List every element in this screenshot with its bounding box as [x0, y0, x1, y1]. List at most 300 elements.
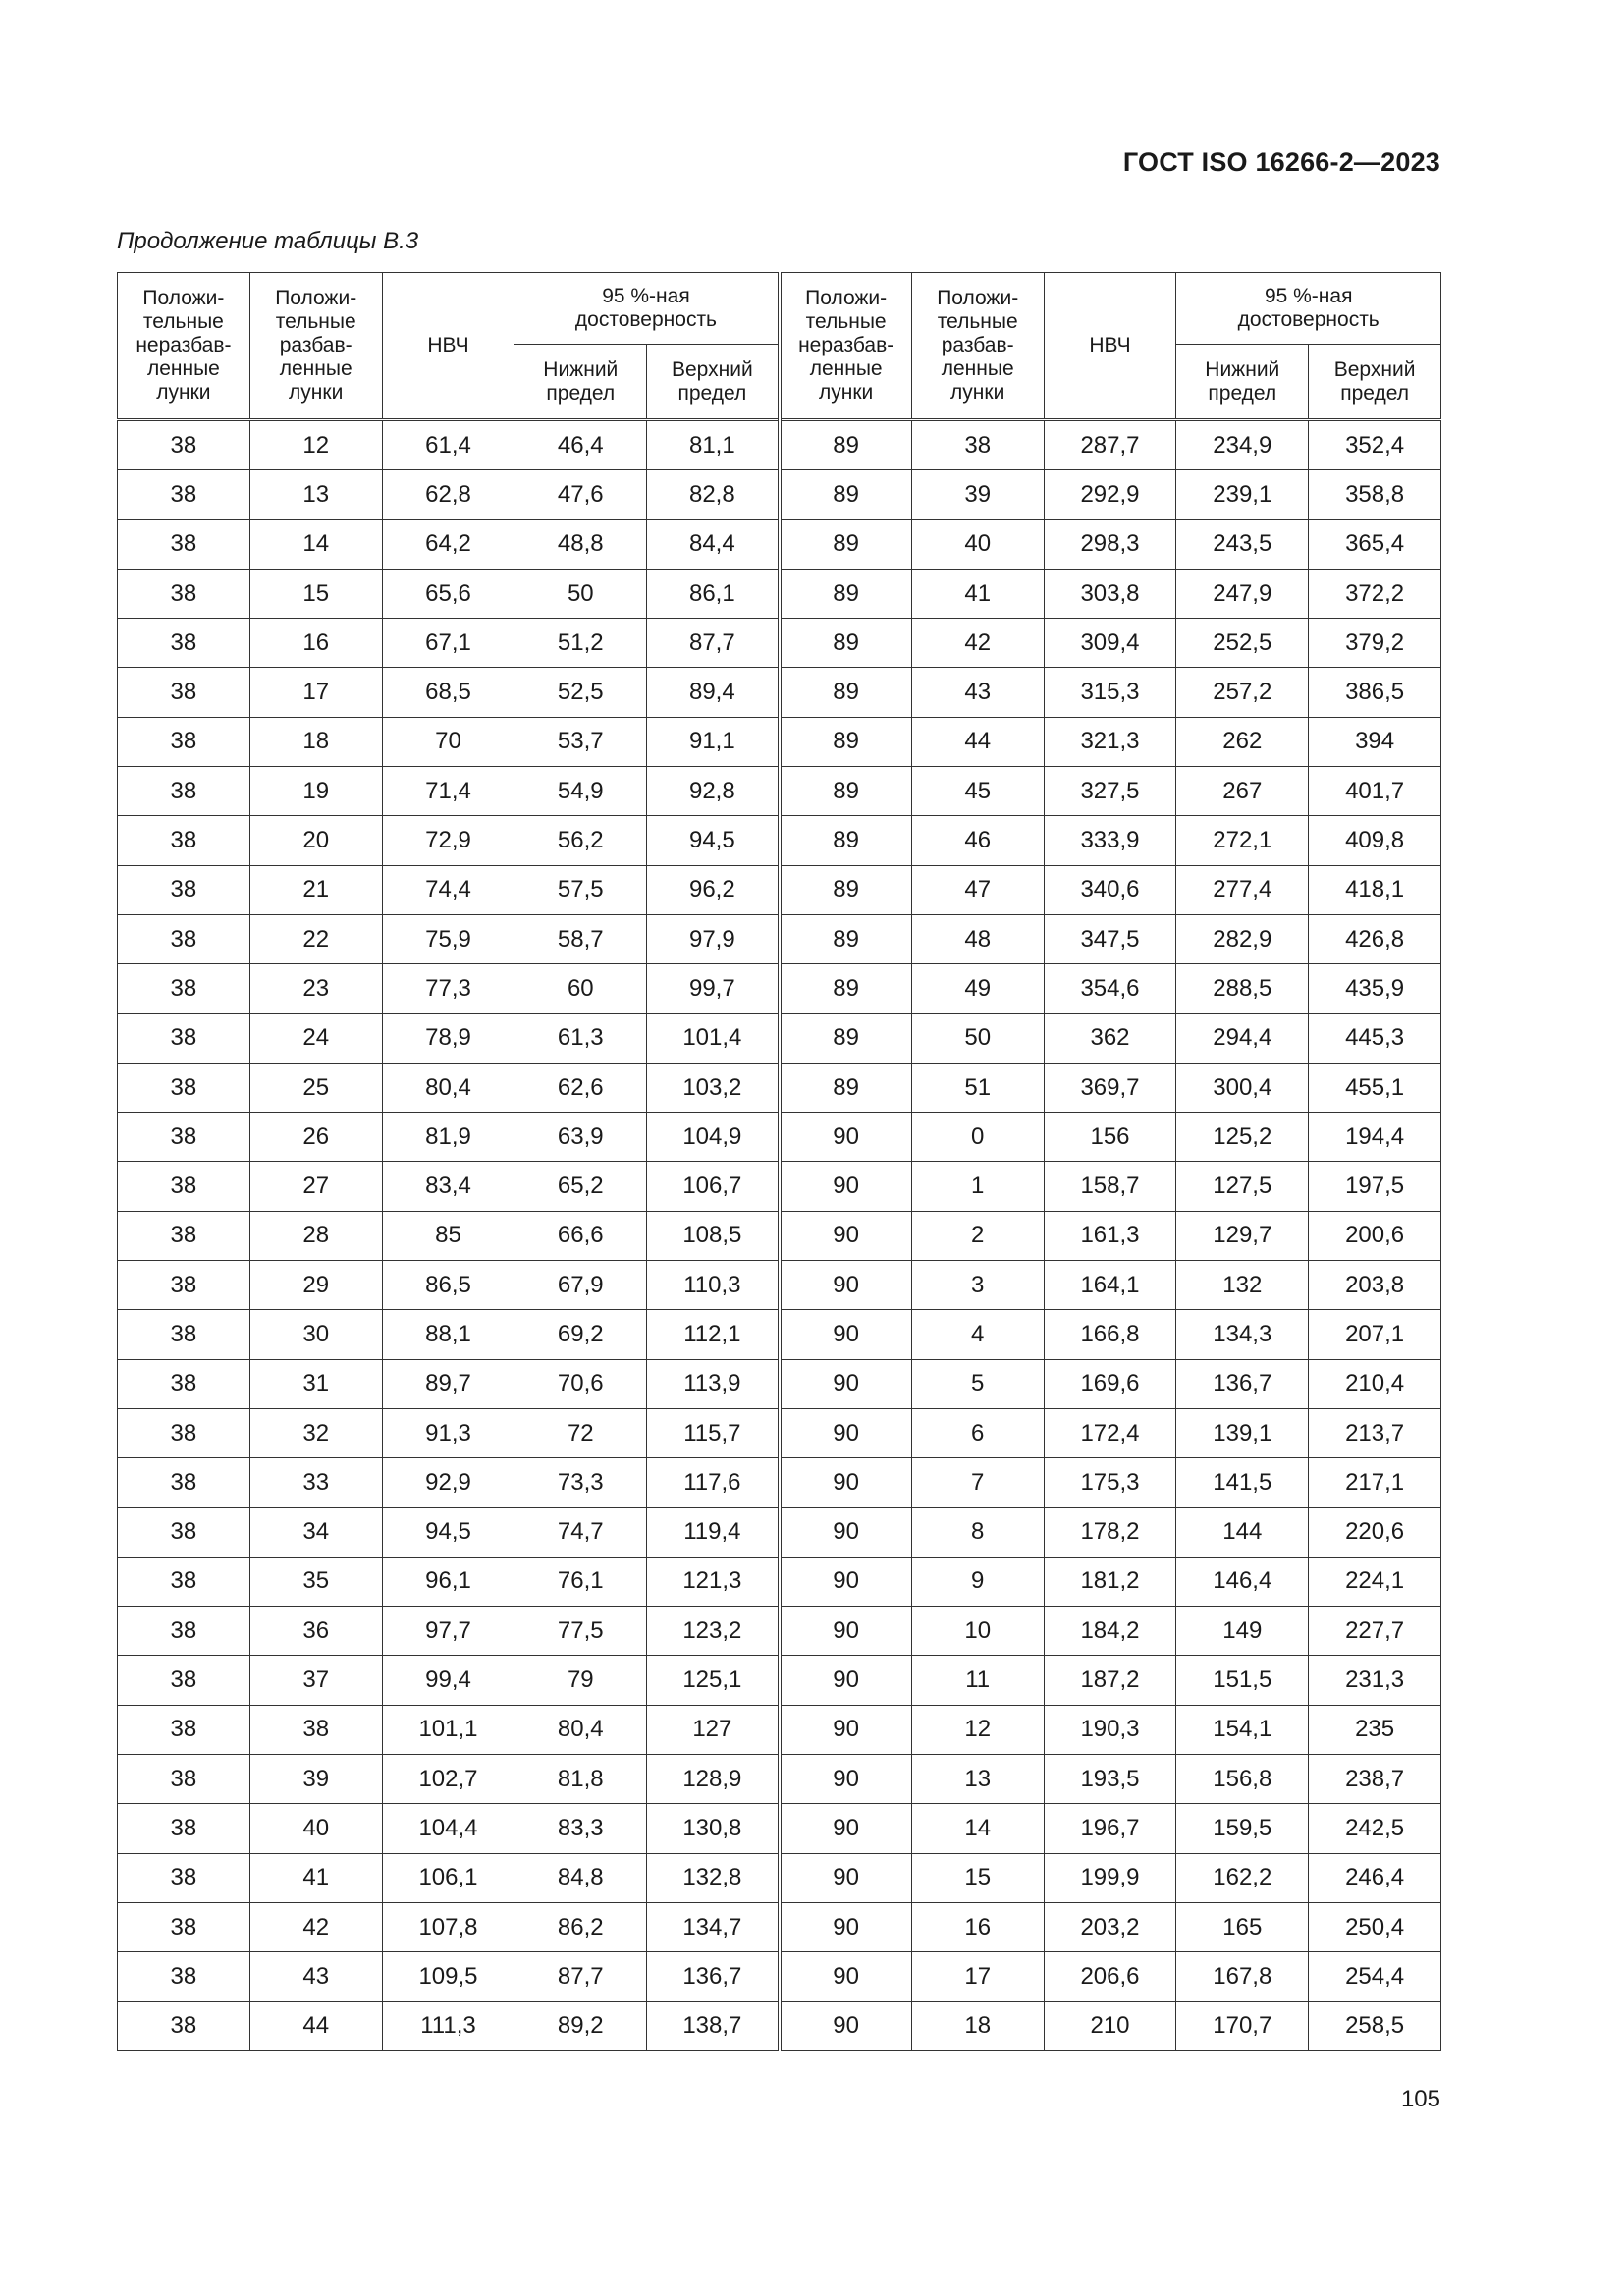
cell-lower-limit: 294,4 [1176, 1013, 1309, 1063]
cell-lower-limit: 272,1 [1176, 816, 1309, 865]
cell-upper-limit: 455,1 [1309, 1063, 1441, 1112]
cell-lower-limit: 46,4 [514, 420, 647, 470]
header-text-line: достоверность [574, 308, 717, 331]
cell-upper-limit: 94,5 [647, 816, 780, 865]
cell-upper-limit: 246,4 [1309, 1853, 1441, 1902]
cell-mpn: 362 [1044, 1013, 1176, 1063]
cell-positive-undiluted: 90 [780, 1310, 912, 1359]
cell-mpn: 62,8 [382, 470, 514, 519]
page-number: 105 [1400, 2086, 1440, 2112]
cell-mpn: 309,4 [1044, 619, 1176, 668]
header-text-line: Положи- [937, 287, 1019, 309]
cell-upper-limit: 115,7 [647, 1408, 780, 1457]
cell-lower-limit: 146,4 [1176, 1557, 1309, 1606]
cell-positive-undiluted: 38 [118, 619, 250, 668]
cell-upper-limit: 250,4 [1309, 1902, 1441, 1951]
cell-upper-limit: 113,9 [647, 1359, 780, 1408]
cell-positive-undiluted: 38 [118, 767, 250, 816]
cell-positive-undiluted: 38 [118, 2001, 250, 2050]
cell-positive-diluted: 14 [249, 519, 382, 569]
header-mpn: НВЧ [382, 273, 514, 420]
cell-mpn: 102,7 [382, 1755, 514, 1804]
cell-positive-diluted: 46 [911, 816, 1044, 865]
table-row [118, 1952, 1441, 2001]
cell-upper-limit: 258,5 [1309, 2001, 1441, 2050]
header-text-line: Положи- [805, 287, 888, 309]
cell-mpn: 340,6 [1044, 865, 1176, 914]
cell-mpn: 210 [1044, 2001, 1176, 2050]
cell-positive-diluted: 36 [249, 1607, 382, 1656]
cell-mpn: 70 [382, 717, 514, 766]
cell-lower-limit: 170,7 [1176, 2001, 1309, 2050]
cell-positive-diluted: 15 [249, 569, 382, 618]
cell-mpn: 86,5 [382, 1261, 514, 1310]
table-row [118, 865, 1441, 914]
cell-positive-undiluted: 38 [118, 1310, 250, 1359]
cell-upper-limit: 242,5 [1309, 1804, 1441, 1853]
cell-upper-limit: 358,8 [1309, 470, 1441, 519]
table-row [118, 668, 1441, 717]
table-row [118, 2001, 1441, 2050]
header-text-line: неразбав- [135, 334, 232, 356]
cell-lower-limit: 66,6 [514, 1211, 647, 1260]
cell-mpn: 96,1 [382, 1557, 514, 1606]
cell-positive-undiluted: 90 [780, 1902, 912, 1951]
cell-positive-undiluted: 38 [118, 1408, 250, 1457]
cell-lower-limit: 81,8 [514, 1755, 647, 1804]
cell-mpn: 156 [1044, 1113, 1176, 1162]
cell-mpn: 111,3 [382, 2001, 514, 2050]
cell-mpn: 97,7 [382, 1607, 514, 1656]
cell-mpn: 72,9 [382, 816, 514, 865]
cell-lower-limit: 239,1 [1176, 470, 1309, 519]
cell-mpn: 190,3 [1044, 1705, 1176, 1754]
cell-mpn: 75,9 [382, 914, 514, 963]
cell-positive-undiluted: 90 [780, 1211, 912, 1260]
cell-lower-limit: 132 [1176, 1261, 1309, 1310]
cell-mpn: 166,8 [1044, 1310, 1176, 1359]
cell-mpn: 315,3 [1044, 668, 1176, 717]
cell-mpn: 206,6 [1044, 1952, 1176, 2001]
cell-positive-undiluted: 38 [118, 1359, 250, 1408]
cell-upper-limit: 238,7 [1309, 1755, 1441, 1804]
cell-positive-diluted: 6 [911, 1408, 1044, 1457]
cell-positive-undiluted: 38 [118, 1458, 250, 1507]
table-row [118, 1261, 1441, 1310]
header-text-line: ленные [146, 357, 220, 380]
cell-positive-diluted: 16 [249, 619, 382, 668]
cell-positive-diluted: 10 [911, 1607, 1044, 1656]
cell-mpn: 298,3 [1044, 519, 1176, 569]
cell-upper-limit: 104,9 [647, 1113, 780, 1162]
cell-upper-limit: 110,3 [647, 1261, 780, 1310]
cell-lower-limit: 165 [1176, 1902, 1309, 1951]
cell-mpn: 77,3 [382, 964, 514, 1013]
table-row [118, 1557, 1441, 1606]
cell-lower-limit: 257,2 [1176, 668, 1309, 717]
header-positive-undiluted-wells [118, 273, 250, 420]
cell-positive-diluted: 41 [249, 1853, 382, 1902]
cell-positive-undiluted: 38 [118, 1162, 250, 1211]
cell-upper-limit: 125,1 [647, 1656, 780, 1705]
cell-positive-diluted: 29 [249, 1261, 382, 1310]
table-row [118, 1656, 1441, 1705]
cell-positive-diluted: 4 [911, 1310, 1044, 1359]
table-row [118, 1902, 1441, 1951]
header-text-line: предел [677, 381, 747, 405]
cell-lower-limit: 154,1 [1176, 1705, 1309, 1754]
cell-positive-diluted: 44 [249, 2001, 382, 2050]
cell-positive-undiluted: 38 [118, 717, 250, 766]
cell-positive-undiluted: 38 [118, 1853, 250, 1902]
cell-positive-undiluted: 90 [780, 1952, 912, 2001]
table-row [118, 1063, 1441, 1112]
cell-positive-diluted: 43 [911, 668, 1044, 717]
cell-positive-diluted: 3 [911, 1261, 1044, 1310]
cell-positive-undiluted: 89 [780, 767, 912, 816]
header-text-line: лунки [156, 381, 211, 404]
cell-upper-limit: 207,1 [1309, 1310, 1441, 1359]
cell-lower-limit: 234,9 [1176, 420, 1309, 470]
cell-positive-diluted: 27 [249, 1162, 382, 1211]
cell-positive-diluted: 42 [249, 1902, 382, 1951]
cell-positive-diluted: 15 [911, 1853, 1044, 1902]
cell-positive-diluted: 22 [249, 914, 382, 963]
cell-lower-limit: 136,7 [1176, 1359, 1309, 1408]
cell-positive-undiluted: 38 [118, 1705, 250, 1754]
cell-lower-limit: 162,2 [1176, 1853, 1309, 1902]
cell-positive-undiluted: 90 [780, 1557, 912, 1606]
cell-positive-diluted: 13 [249, 470, 382, 519]
cell-upper-limit: 84,4 [647, 519, 780, 569]
cell-upper-limit: 101,4 [647, 1013, 780, 1063]
cell-positive-diluted: 23 [249, 964, 382, 1013]
cell-positive-undiluted: 38 [118, 865, 250, 914]
table-row [118, 470, 1441, 519]
cell-positive-diluted: 17 [249, 668, 382, 717]
cell-mpn: 196,7 [1044, 1804, 1176, 1853]
cell-positive-diluted: 40 [911, 519, 1044, 569]
cell-mpn: 81,9 [382, 1113, 514, 1162]
header-text-line: 95 %-ная [1264, 285, 1353, 307]
cell-lower-limit: 149 [1176, 1607, 1309, 1656]
cell-positive-undiluted: 90 [780, 1804, 912, 1853]
cell-lower-limit: 86,2 [514, 1902, 647, 1951]
cell-positive-diluted: 38 [911, 420, 1044, 470]
cell-positive-diluted: 16 [911, 1902, 1044, 1951]
cell-positive-diluted: 7 [911, 1458, 1044, 1507]
header-text-line: тельные [805, 310, 887, 333]
cell-positive-diluted: 13 [911, 1755, 1044, 1804]
cell-upper-limit: 386,5 [1309, 668, 1441, 717]
cell-lower-limit: 267 [1176, 767, 1309, 816]
cell-lower-limit: 134,3 [1176, 1310, 1309, 1359]
cell-mpn: 161,3 [1044, 1211, 1176, 1260]
table-body [118, 420, 1441, 2051]
cell-upper-limit: 138,7 [647, 2001, 780, 2050]
header-mpn: НВЧ [1044, 273, 1176, 420]
cell-positive-diluted: 12 [249, 420, 382, 470]
cell-positive-diluted: 34 [249, 1507, 382, 1557]
cell-mpn: 104,4 [382, 1804, 514, 1853]
cell-mpn: 64,2 [382, 519, 514, 569]
cell-upper-limit: 372,2 [1309, 569, 1441, 618]
cell-positive-undiluted: 38 [118, 420, 250, 470]
cell-positive-undiluted: 38 [118, 1507, 250, 1557]
cell-lower-limit: 80,4 [514, 1705, 647, 1754]
cell-mpn: 74,4 [382, 865, 514, 914]
cell-mpn: 327,5 [1044, 767, 1176, 816]
cell-lower-limit: 53,7 [514, 717, 647, 766]
cell-mpn: 89,7 [382, 1359, 514, 1408]
cell-upper-limit: 103,2 [647, 1063, 780, 1112]
cell-mpn: 347,5 [1044, 914, 1176, 963]
cell-positive-diluted: 33 [249, 1458, 382, 1507]
cell-positive-undiluted: 89 [780, 470, 912, 519]
cell-lower-limit: 127,5 [1176, 1162, 1309, 1211]
cell-upper-limit: 132,8 [647, 1853, 780, 1902]
cell-positive-undiluted: 89 [780, 420, 912, 470]
header-text-line: неразбав- [798, 334, 894, 356]
cell-upper-limit: 89,4 [647, 668, 780, 717]
cell-mpn: 78,9 [382, 1013, 514, 1063]
cell-positive-diluted: 50 [911, 1013, 1044, 1063]
cell-positive-undiluted: 89 [780, 619, 912, 668]
cell-lower-limit: 89,2 [514, 2001, 647, 2050]
cell-positive-diluted: 37 [249, 1656, 382, 1705]
cell-upper-limit: 81,1 [647, 420, 780, 470]
cell-positive-undiluted: 38 [118, 1211, 250, 1260]
cell-mpn: 369,7 [1044, 1063, 1176, 1112]
header-text-line: 95 %-ная [602, 285, 690, 307]
table-row [118, 816, 1441, 865]
cell-positive-diluted: 40 [249, 1804, 382, 1853]
cell-mpn: 91,3 [382, 1408, 514, 1457]
cell-mpn: 184,2 [1044, 1607, 1176, 1656]
cell-positive-diluted: 1 [911, 1162, 1044, 1211]
cell-positive-undiluted: 89 [780, 668, 912, 717]
cell-lower-limit: 288,5 [1176, 964, 1309, 1013]
cell-positive-undiluted: 90 [780, 1607, 912, 1656]
cell-positive-undiluted: 38 [118, 519, 250, 569]
cell-lower-limit: 156,8 [1176, 1755, 1309, 1804]
cell-lower-limit: 84,8 [514, 1853, 647, 1902]
cell-lower-limit: 57,5 [514, 865, 647, 914]
cell-upper-limit: 119,4 [647, 1507, 780, 1557]
header-text-line: тельные [142, 310, 224, 333]
cell-positive-undiluted: 38 [118, 668, 250, 717]
cell-positive-undiluted: 38 [118, 1063, 250, 1112]
cell-positive-diluted: 0 [911, 1113, 1044, 1162]
table-caption: Продолжение таблицы В.3 [117, 228, 419, 254]
cell-upper-limit: 220,6 [1309, 1507, 1441, 1557]
cell-upper-limit: 92,8 [647, 767, 780, 816]
cell-upper-limit: 401,7 [1309, 767, 1441, 816]
cell-upper-limit: 213,7 [1309, 1408, 1441, 1457]
table-row [118, 1705, 1441, 1754]
header-text-line: предел [1208, 381, 1277, 405]
cell-upper-limit: 352,4 [1309, 420, 1441, 470]
cell-mpn: 80,4 [382, 1063, 514, 1112]
data-table [117, 272, 1441, 2051]
table-row [118, 1359, 1441, 1408]
cell-positive-diluted: 35 [249, 1557, 382, 1606]
cell-lower-limit: 129,7 [1176, 1211, 1309, 1260]
cell-lower-limit: 262 [1176, 717, 1309, 766]
cell-positive-diluted: 8 [911, 1507, 1044, 1557]
header-text-line: Верхний [1333, 357, 1416, 381]
cell-lower-limit: 58,7 [514, 914, 647, 963]
cell-lower-limit: 51,2 [514, 619, 647, 668]
cell-lower-limit: 277,4 [1176, 865, 1309, 914]
cell-lower-limit: 300,4 [1176, 1063, 1309, 1112]
header-text-line: лунки [289, 381, 344, 404]
cell-mpn: 354,6 [1044, 964, 1176, 1013]
table-row [118, 1211, 1441, 1260]
cell-mpn: 181,2 [1044, 1557, 1176, 1606]
cell-lower-limit: 252,5 [1176, 619, 1309, 668]
cell-mpn: 67,1 [382, 619, 514, 668]
table-row [118, 1013, 1441, 1063]
cell-positive-undiluted: 38 [118, 470, 250, 519]
header-text-line: достоверность [1237, 308, 1380, 331]
header-text-line: ленные [941, 357, 1014, 380]
cell-upper-limit: 87,7 [647, 619, 780, 668]
cell-mpn: 321,3 [1044, 717, 1176, 766]
header-upper-limit [647, 345, 780, 420]
table-row [118, 1507, 1441, 1557]
cell-lower-limit: 139,1 [1176, 1408, 1309, 1457]
table-row [118, 1458, 1441, 1507]
cell-mpn: 83,4 [382, 1162, 514, 1211]
cell-positive-undiluted: 90 [780, 1408, 912, 1457]
cell-mpn: 65,6 [382, 569, 514, 618]
cell-positive-diluted: 11 [911, 1656, 1044, 1705]
table-row [118, 619, 1441, 668]
header-text-line: предел [546, 381, 616, 405]
cell-mpn: 333,9 [1044, 816, 1176, 865]
cell-positive-undiluted: 89 [780, 914, 912, 963]
table-row [118, 717, 1441, 766]
header-text-line: Нижний [1205, 357, 1280, 381]
header-text-line: разбав- [941, 334, 1014, 356]
header-positive-undiluted-wells [780, 273, 912, 420]
cell-lower-limit: 65,2 [514, 1162, 647, 1211]
cell-upper-limit: 197,5 [1309, 1162, 1441, 1211]
header-text-line: лунки [819, 381, 874, 404]
cell-mpn: 71,4 [382, 767, 514, 816]
cell-upper-limit: 91,1 [647, 717, 780, 766]
cell-lower-limit: 48,8 [514, 519, 647, 569]
cell-positive-undiluted: 38 [118, 1804, 250, 1853]
cell-positive-diluted: 38 [249, 1705, 382, 1754]
cell-lower-limit: 63,9 [514, 1113, 647, 1162]
cell-upper-limit: 127 [647, 1705, 780, 1754]
cell-positive-undiluted: 38 [118, 816, 250, 865]
cell-positive-undiluted: 90 [780, 2001, 912, 2050]
cell-positive-undiluted: 89 [780, 569, 912, 618]
cell-upper-limit: 86,1 [647, 569, 780, 618]
header-confidence-95 [514, 273, 780, 345]
cell-mpn: 303,8 [1044, 569, 1176, 618]
cell-positive-diluted: 41 [911, 569, 1044, 618]
header-confidence-95 [1176, 273, 1441, 345]
table-row [118, 1607, 1441, 1656]
cell-positive-undiluted: 90 [780, 1853, 912, 1902]
cell-positive-diluted: 21 [249, 865, 382, 914]
cell-upper-limit: 123,2 [647, 1607, 780, 1656]
cell-positive-diluted: 12 [911, 1705, 1044, 1754]
table-row [118, 420, 1441, 470]
cell-positive-undiluted: 89 [780, 964, 912, 1013]
cell-positive-undiluted: 90 [780, 1458, 912, 1507]
cell-positive-diluted: 17 [911, 1952, 1044, 2001]
cell-lower-limit: 70,6 [514, 1359, 647, 1408]
table-row [118, 1162, 1441, 1211]
header-upper-limit [1309, 345, 1441, 420]
cell-mpn: 203,2 [1044, 1902, 1176, 1951]
cell-upper-limit: 231,3 [1309, 1656, 1441, 1705]
header-text-line: Положи- [142, 287, 225, 309]
cell-positive-undiluted: 90 [780, 1359, 912, 1408]
cell-upper-limit: 435,9 [1309, 964, 1441, 1013]
cell-mpn: 158,7 [1044, 1162, 1176, 1211]
cell-positive-undiluted: 89 [780, 1063, 912, 1112]
cell-upper-limit: 200,6 [1309, 1211, 1441, 1260]
cell-positive-undiluted: 38 [118, 1607, 250, 1656]
cell-upper-limit: 128,9 [647, 1755, 780, 1804]
cell-positive-diluted: 18 [249, 717, 382, 766]
cell-positive-undiluted: 38 [118, 1755, 250, 1804]
cell-upper-limit: 227,7 [1309, 1607, 1441, 1656]
cell-lower-limit: 72 [514, 1408, 647, 1457]
cell-positive-diluted: 39 [911, 470, 1044, 519]
cell-lower-limit: 73,3 [514, 1458, 647, 1507]
header-text-line: предел [1340, 381, 1409, 405]
cell-upper-limit: 134,7 [647, 1902, 780, 1951]
cell-positive-undiluted: 90 [780, 1755, 912, 1804]
cell-lower-limit: 83,3 [514, 1804, 647, 1853]
cell-positive-diluted: 14 [911, 1804, 1044, 1853]
cell-lower-limit: 52,5 [514, 668, 647, 717]
cell-positive-undiluted: 38 [118, 1952, 250, 2001]
cell-upper-limit: 96,2 [647, 865, 780, 914]
cell-positive-diluted: 48 [911, 914, 1044, 963]
cell-lower-limit: 159,5 [1176, 1804, 1309, 1853]
header-text-line: лунки [950, 381, 1005, 404]
cell-positive-diluted: 25 [249, 1063, 382, 1112]
table-row [118, 569, 1441, 618]
cell-lower-limit: 125,2 [1176, 1113, 1309, 1162]
cell-upper-limit: 379,2 [1309, 619, 1441, 668]
table-row [118, 1310, 1441, 1359]
cell-positive-diluted: 5 [911, 1359, 1044, 1408]
cell-positive-diluted: 47 [911, 865, 1044, 914]
cell-mpn: 85 [382, 1211, 514, 1260]
cell-positive-undiluted: 90 [780, 1113, 912, 1162]
cell-positive-undiluted: 90 [780, 1507, 912, 1557]
cell-lower-limit: 76,1 [514, 1557, 647, 1606]
table-row [118, 1853, 1441, 1902]
cell-upper-limit: 224,1 [1309, 1557, 1441, 1606]
header-positive-diluted-wells [911, 273, 1044, 420]
cell-positive-diluted: 18 [911, 2001, 1044, 2050]
cell-positive-diluted: 20 [249, 816, 382, 865]
cell-upper-limit: 194,4 [1309, 1113, 1441, 1162]
cell-lower-limit: 167,8 [1176, 1952, 1309, 2001]
cell-upper-limit: 365,4 [1309, 519, 1441, 569]
cell-mpn: 94,5 [382, 1507, 514, 1557]
